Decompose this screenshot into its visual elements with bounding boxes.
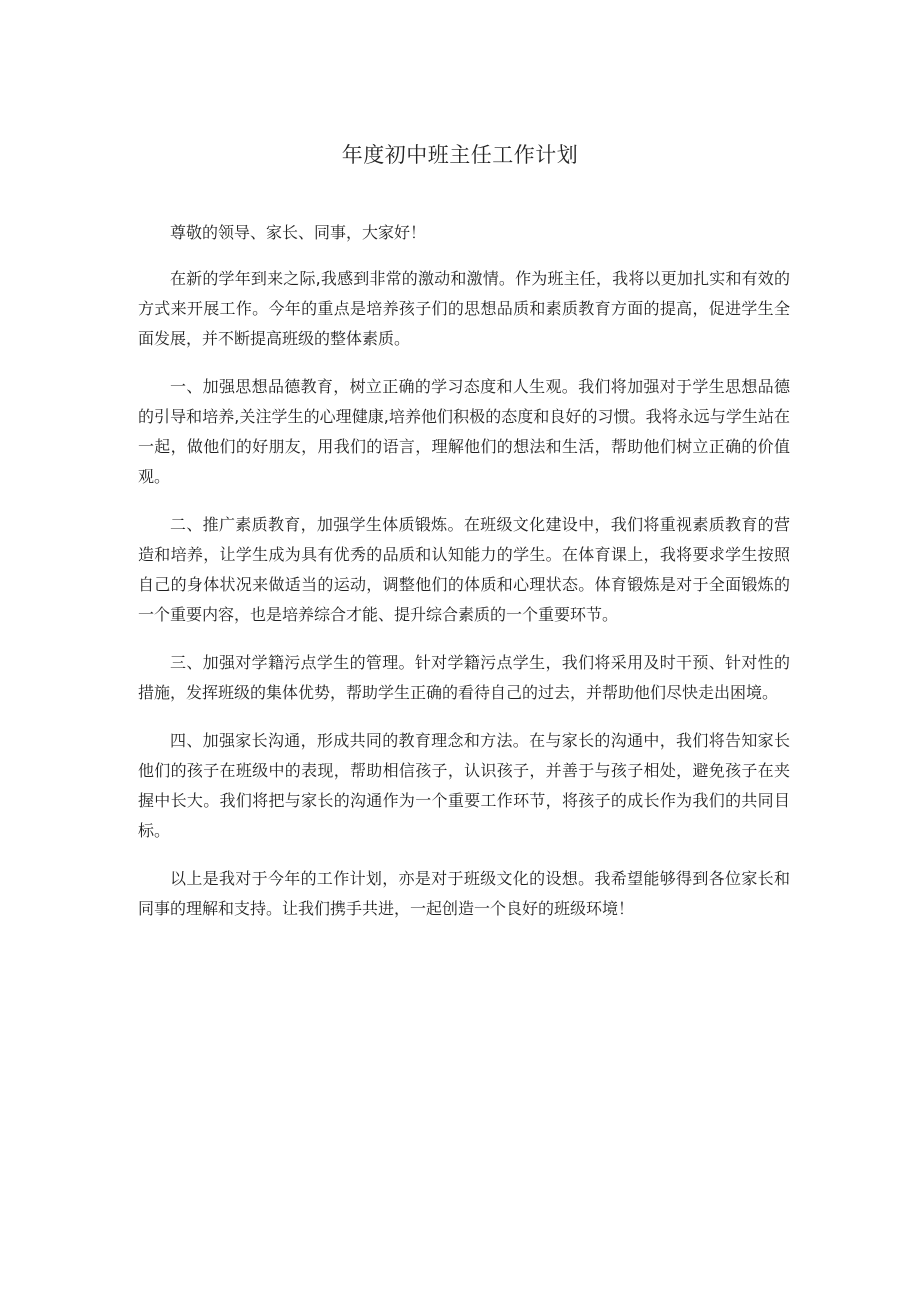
intro-paragraph: 在新的学年到来之际,我感到非常的激动和激情。作为班主任，我将以更加扎实和有效的方式来开展工作。今年的重点是培养孩子们的思想品质和素质教育方面的提高，促进学生全面发展，并不断提高班级的整体素质。	[138, 269, 790, 348]
greeting-paragraph: 尊敬的领导、家长、同事，大家好！	[170, 223, 427, 242]
section-one-paragraph: 一、加强思想品德教育，树立正确的学习态度和人生观。我们将加强对于学生思想品德的引导和培养,关注学生的心理健康,培养他们积极的态度和良好的习惯。我将永远与学生站在一起，做他们的好朋友，用我们的语言，理解他们的想法和生活，帮助他们树立正确的价值观。	[138, 377, 790, 486]
section-two-paragraph: 二、推广素质教育，加强学生体质锻炼。在班级文化建设中，我们将重视素质教育的营造和培养，让学生成为具有优秀的品质和认知能力的学生。在体育课上，我将要求学生按照自己的身体状况来做适当的运动，调整他们的体质和心理状态。体育锻炼是对于全面锻炼的一个重要内容，也是培养综合才能、提升综合素质的一个重要环节。	[138, 515, 790, 624]
section-three-paragraph: 三、加强对学籍污点学生的管理。针对学籍污点学生，我们将采用及时干预、针对性的措施，发挥班级的集体优势，帮助学生正确的看待自己的过去，并帮助他们尽快走出困境。	[138, 653, 790, 702]
conclusion-paragraph: 以上是我对于今年的工作计划，亦是对于班级文化的设想。我希望能够得到各位家长和同事的理解和支持。让我们携手共进，一起创造一个良好的班级环境！	[138, 869, 790, 918]
document-body	[138, 218, 790, 942]
document-title: 年度初中班主任工作计划	[341, 143, 579, 167]
section-four-paragraph: 四、加强家长沟通，形成共同的教育理念和方法。在与家长的沟通中，我们将告知家长他们的孩子在班级中的表现，帮助相信孩子，认识孩子，并善于与孩子相处，避免孩子在夹握中长大。我们将把与家长的沟通作为一个重要工作环节，将孩子的成长作为我们的共同目标。	[138, 731, 790, 840]
